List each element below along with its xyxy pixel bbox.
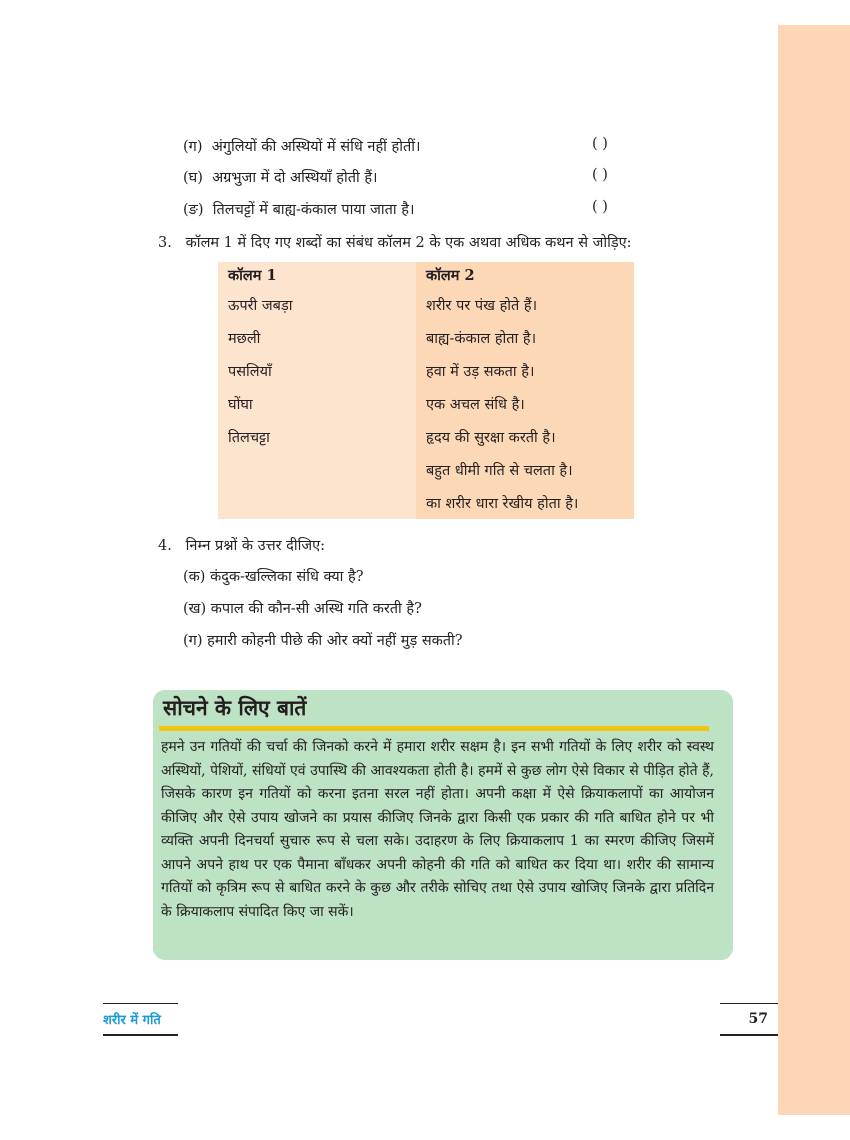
answer-blank: ( ) [592, 167, 608, 183]
column-1-cell: घोंघा [218, 387, 416, 420]
table-row [218, 387, 634, 420]
column-2-cell: हृदय की सुरक्षा करती है। [416, 420, 634, 453]
q4-item: (ग) हमारी कोहनी पीछे की ओर क्यों नहीं मुड़ सकती? [183, 633, 463, 649]
column-2-cell: शरीर पर पंख होते हैं। [416, 288, 634, 321]
q4-item: (ख) कपाल की कौन-सी अस्थि गति करती है? [183, 601, 422, 617]
table-row [218, 354, 634, 387]
page-margin-strip [778, 25, 850, 1115]
column-2-cell: हवा में उड़ सकता है। [416, 354, 634, 387]
q2-item-nga: (ङ) तिलचट्टों में बाह्य-कंकाल पाया जाता है। [183, 202, 415, 218]
column-2-header: कॉलम 2 [416, 262, 634, 288]
table-row [218, 420, 634, 453]
column-1-cell: ऊपरी जबड़ा [218, 288, 416, 321]
column-1-cell: मछली [218, 321, 416, 354]
column-2-cell: का शरीर धारा रेखीय होता है। [416, 486, 634, 519]
column-1-cell: तिलचट्टा [218, 420, 416, 453]
column-1-cell [218, 486, 416, 519]
table-row [218, 453, 634, 486]
column-1-cell: पसलियाँ [218, 354, 416, 387]
column-2-cell: बाह्य-कंकाल होता है। [416, 321, 634, 354]
matching-table [218, 262, 634, 519]
chapter-title: शरीर में गति [103, 1003, 178, 1036]
box-title: सोचने के लिए बातें [163, 695, 307, 720]
answer-blank: ( ) [592, 199, 608, 215]
column-1-header: कॉलम 1 [218, 262, 416, 288]
column-1-cell [218, 453, 416, 486]
q2-item-ga: (ग) अंगुलियों की अस्थियों में संधि नहीं होतीं। [183, 139, 421, 155]
table-row [218, 288, 634, 321]
q4-prompt: 4. निम्न प्रश्नों के उत्तर दीजिए: [158, 538, 326, 554]
q4-item: (क) कंदुक-खल्लिका संधि क्या है? [183, 569, 364, 585]
table-row [218, 486, 634, 519]
answer-blank: ( ) [592, 136, 608, 152]
q2-item-gha: (घ) अग्रभुजा में दो अस्थियाँ होती हैं। [183, 170, 378, 186]
box-body: हमने उन गतियों की चर्चा की जिनको करने में हमारा शरीर सक्षम है। इन सभी गतियों के लिए शरीर को स्वस्थ अस्थियों, पेशियों, संधियों एवं उपास्थि की आवश्यकता होती है। हममें से कुछ लोग ऐसे विकार से पीड़ित होते हैं, जिसके कारण इन गतियों को करना इतना सरल नहीं होता। अपनी कक्षा में ऐसे क्रियाकलापों का आयोजन कीजिए और ऐसे उपाय खोजने का प्रयास कीजिए जिनके द्वारा किसी एक प्रकार की गति बाधित होने पर भी व्यक्ति अपनी दिनचर्या सुचारु रूप से चला सके। उदाहरण के लिए क्रियाकलाप 1 का स्मरण कीजिए जिसमें आपने अपने हाथ पर एक पैमाना बाँधकर अपनी कोहनी की गति को बाधित कर दिया था। शरीर की सामान्य गतियों को कृत्रिम रूप से बाधित करने के कुछ और तरीके सोचिए तथा ऐसे उपाय खोजिए जिनके द्वारा प्रतिदिन के क्रियाकलाप संपादित किए जा सकें। [161, 739, 714, 920]
table-row [218, 321, 634, 354]
page-number: 57 [720, 1003, 778, 1036]
column-2-cell: एक अचल संधि है। [416, 387, 634, 420]
things-to-think-box [153, 690, 733, 960]
column-2-cell: बहुत धीमी गति से चलता है। [416, 453, 634, 486]
q3-prompt: 3. कॉलम 1 में दिए गए शब्दों का संबंध कॉलम 2 के एक अथवा अधिक कथन से जोड़िए: [158, 235, 632, 251]
title-underline [159, 726, 709, 731]
